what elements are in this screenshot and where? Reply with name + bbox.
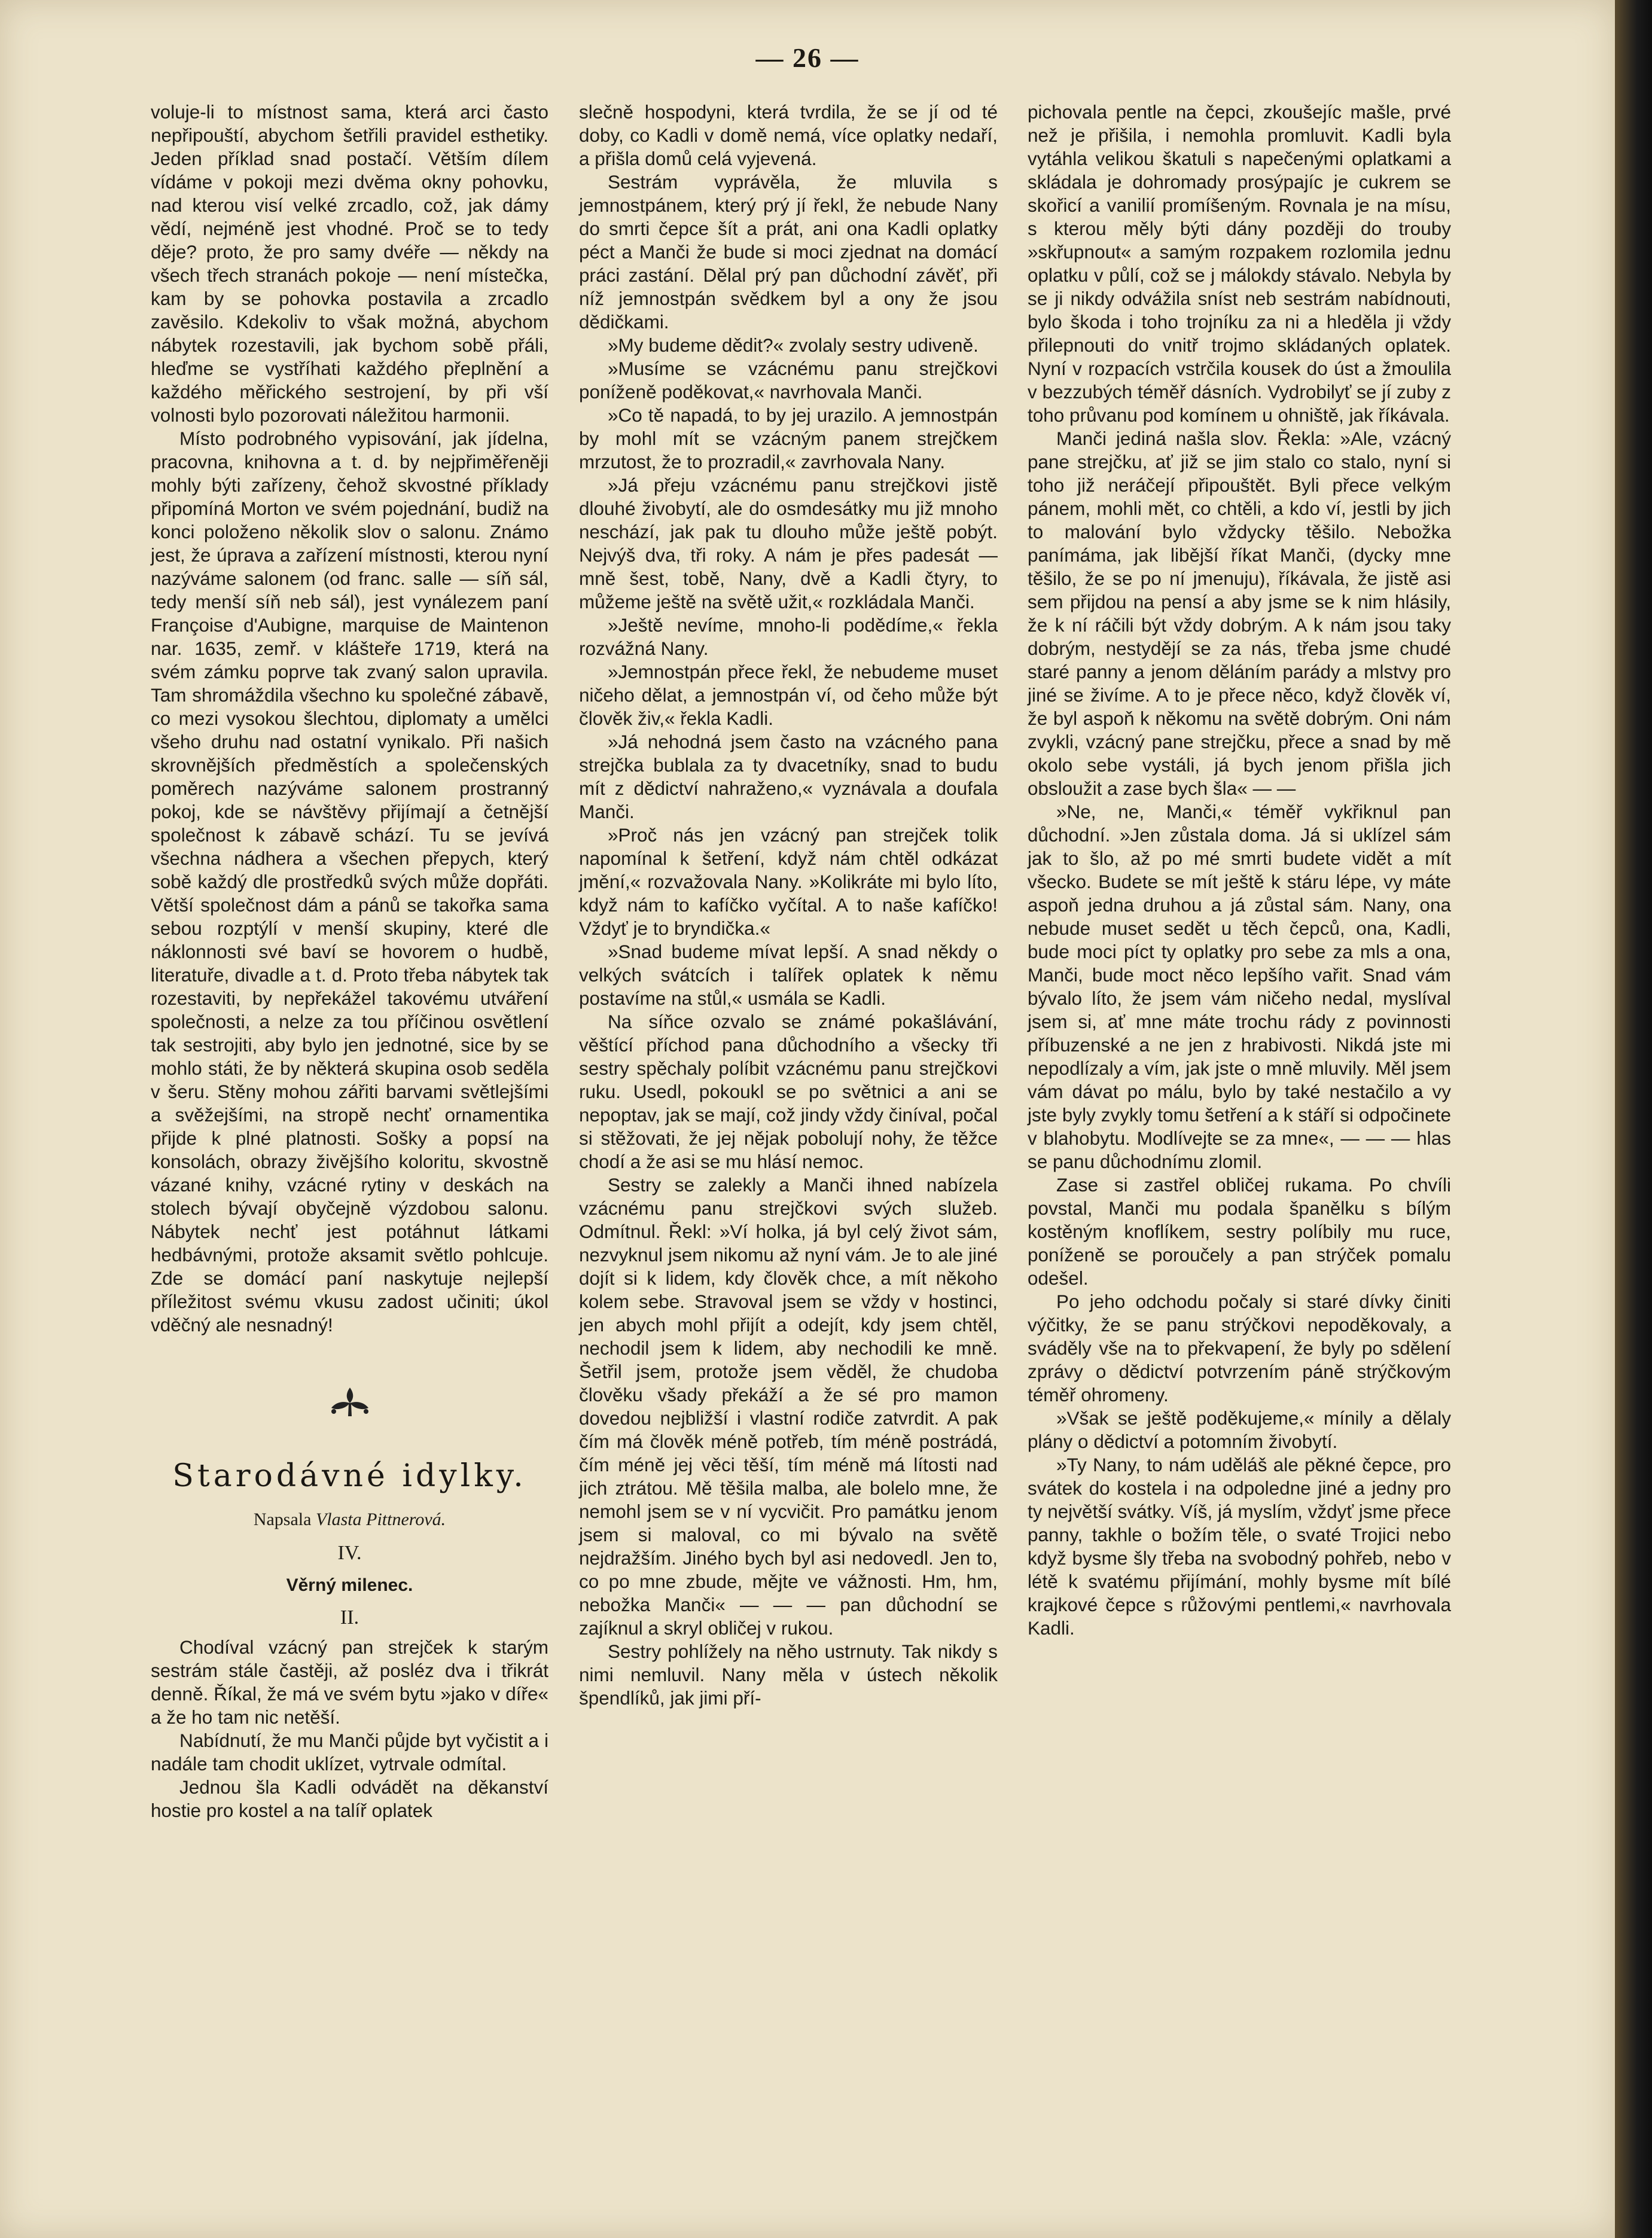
fleuron-icon	[328, 1385, 372, 1419]
paragraph: »My budeme dědit?« zvolaly sestry udiveně.	[608, 334, 979, 356]
paragraph: Sestry pohlížely na něho ustrnuty. Tak nikdy s nimi nemluvil. Nany měla v ústech několik špendlíků, jak jimi pří-	[579, 1641, 998, 1709]
paragraph: »Já nehodná jsem často na vzácného pana strejčka bublala za ty dvacetníky, snad to budu mít z dědictví nahraženo,« vyznávala a doufala Manči.	[579, 731, 998, 822]
paragraph: pichovala pentle na čepci, zkoušejíc mašle, prvé než je přišila, i nemohla promluvit. Kadli byla vytáhla velikou škatuli s napečenými oplatkami a skládala je dohromady prosýpajíc je cukrem se skořicí a vanilií promíšeným. Rovnala je na mísu, s kterou měly býti dány později do trouby »skřupnout« a samým rozpakem rozlomila jednu oplatku v půlí, což se j málokdy stávalo. Nebyla by se ji nikdy odvážila sníst neb sestrám nabídnouti, bylo škoda i toho trojníku za ni a hleděla ji vždy přilepnouti do vnitř trojmo skládaných oplatek. Nyní v rozpacích vstrčila kousek do úst a žmoulila v bezzubých téměř dásních. Vydrobilyť se jí zuby z toho průvanu pod komínem u ohniště, jak říkávala.	[1028, 101, 1451, 426]
paragraph: voluje-li to místnost sama, která arci často nepřipouští, abychom šetřili pravidel esthetiky. Jeden příklad snad postačí. Větším dílem vídáme v pokoji mezi dvěma okny pohovku, nad kterou visí velké zrcadlo, což, jak dámy vědí, nejméně jest vhodné. Proč se to tedy děje? proto, že pro samy dvéře — někdy na všech třech stranách pokoje — není místečka, kam by se pohovka postavila a zrcadlo zavěsilo. Kdekoliv to však možná, abychom nábytek rozestavili, jak bychom sobě přáli, hleďme se vystříhati každého přeplnění a každého měřického sestrojení, by při vší volnosti bylo pozorovati náležitou harmonii.	[151, 101, 548, 426]
paragraph: »Co tě napadá, to by jej urazilo. A jemnostpán by mohl mít se vzácným panem strejčkem mrzutost, že to prozradil,« zavrhovala Nany.	[579, 404, 998, 472]
column-3	[1028, 100, 1451, 1640]
paragraph: »Já přeju vzácnému panu strejčkovi jistě dlouhé živobytí, ale do osmdesátky mu již mnoho neschází, jak pak tu dlouho může ještě pobýt. Nejvýš dva, tři roky. A nám je přes padesát — mně šest, tobě, Nany, dvě a Kadli čtyry, to můžeme ještě na světě užit,« rozkládala Manči.	[579, 474, 998, 612]
fleuron-icon	[151, 1383, 548, 1425]
paragraph: »Jemnostpán přece řekl, že nebudeme muset ničeho dělat, a jemnostpán ví, od čeho může být člověk živ,« řekla Kadli.	[579, 661, 998, 729]
chapter-number: II.	[340, 1606, 359, 1629]
article-title: Starodávné idylky.	[172, 1458, 527, 1494]
paragraph: »Však se ještě poděkujeme,« mínily a dělaly plány o dědictví a potomním živobytí.	[1028, 1407, 1451, 1452]
paragraph: Jednou šla Kadli odvádět na děkanství hostie pro kostel a na talíř oplatek	[151, 1776, 548, 1821]
story-subtitle: Věrný milenec.	[286, 1575, 413, 1595]
paragraph: slečně hospodyni, která tvrdila, že se jí od té doby, co Kadli v domě nemá, více oplatky nedaří, a přišla domů celá vyjevená.	[579, 101, 998, 169]
column-2	[579, 100, 998, 1710]
paragraph: Chodíval vzácný pan strejček k starým sestrám stále častěji, až posléz dva i třikrát denně. Říkal, že má ve svém bytu »jako v díře« a že ho tam nic netěší.	[151, 1636, 548, 1728]
page-edge-shadow	[1615, 0, 1652, 2238]
paragraph: »Ty Nany, to nám uděláš ale pěkné čepce, pro svátek do kostela i na odpoledne jiné a jedny pro ty největší svátky. Víš, já myslím, vždyť jsme přece panny, takhle o božím těle, o svaté Trojici nebo když bysme šly třeba na svobodný pohřeb, nebo v létě k svatému přijímání, mohly bysme mít bílé krajkové čepce s růžovými pentlemi,« navrhovala Kadli.	[1028, 1454, 1451, 1639]
paragraph: »Musíme se vzácnému panu strejčkovi poníženě poděkovat,« navrhovala Manči.	[579, 358, 998, 403]
page-number: — 26 —	[755, 42, 859, 73]
byline	[151, 1508, 548, 1532]
byline-author: Vlasta Pittnerová.	[315, 1510, 446, 1529]
part-number: IV.	[337, 1542, 362, 1564]
paragraph: Sestrám vyprávěla, že mluvila s jemnostpánem, který prý jí řekl, že nebude Nany do smrti čepce šít a prát, ani ona Kadli oplatky péct a Manči že bude si moci zjednat na domácí práci zastání. Dělal prý pan důchodní závěť, při níž jemnostpán svědkem byl a ony že jsou dědičkami.	[579, 171, 998, 333]
paragraph: »Proč nás jen vzácný pan strejček tolik napomínal k šetření, když nám chtěl odkázat jmění,« rozvažovala Nany. »Kolikráte mi bylo líto, když nám to kafíčko vyčítal. A to naše kafíčko! Vždyť je to bryndička.«	[579, 824, 998, 939]
paragraph: Po jeho odchodu počaly si staré dívky činiti výčitky, že se panu strýčkovi nepoděkovaly, a sváděly vše na to překvapení, že byly po sdělení zprávy o dědictví potvrzením páně strýčkovým téměř ohromeny.	[1028, 1291, 1451, 1405]
byline-prefix: Napsala	[253, 1510, 312, 1529]
paragraph: Manči jediná našla slov. Řekla: »Ale, vzácný pane strejčku, ať již se jim stalo co stalo, nyní si toho již neráčejí připouštět. Byli přece velkým pánem, mohli mět, co chtěli, a kdo ví, jestli by jich to malování bylo vždycky těšilo. Nebožka panímáma, jak libější říkat Manči, (dycky mne těšilo, že se po ní jmenuju), říkávala, že jistě asi sem přijdou na pensí a aby jsme se k nim hlásily, že k ní ráčili být vždy dobrým. A k nám jsou taky dobrým, nestydějí se za nás, třeba jsme chudé staré panny a jenom děláním parády a mlstvy pro jiné se živíme. A to je přece něco, když člověk ví, že byl aspoň k někomu na světě dobrým. Oni nám zvykli, vzácný pane strejčku, přece a snad by mě okolo sebe vystáli, já bych jenom přišla jich obsloužit a zase bych šla« — —	[1028, 428, 1451, 799]
column-1	[151, 100, 548, 1822]
paragraph: Na síňce ozvalo se známé pokašlávání, věštící příchod pana důchodního a všecky tři sestry spěchaly políbit vzácnému panu strejčkovi ruku. Usedl, pokoukl se po světnici a ani se nepoptav, jak se mají, což jindy vždy činíval, počal si stěžovati, že jej nějak pobolují nohy, že těžce chodí a že asi se mu hlásí nemoc.	[579, 1011, 998, 1172]
paragraph: Nabídnutí, že mu Manči půjde byt vyčistit a i nadále tam chodit uklízet, vytrvale odmítal.	[151, 1730, 548, 1774]
paragraph: »Snad budeme mívat lepší. A snad někdy o velkých svátcích i talířek oplatek k němu postavíme na stůl,« usmála se Kadli.	[579, 941, 998, 1009]
paragraph: »Ne, ne, Manči,« téměř vykřiknul pan důchodní. »Jen zůstala doma. Já si uklízel sám jak to šlo, až po mé smrti budete vidět a mít všecko. Budete se mít ještě k stáru lépe, vy máte aspoň jedna druhou a já zůstal sám. Nany, ona nebude muset sedět u těch čepců, ona, Kadli, bude moci píct ty oplatky pro sebe za mls a ona, Manči, bude moct něco lepšího vařit. Snad vám bývalo líto, že jsem vám ničeho nedal, myslíval jsem si, ať mne máte trochu rády z povinnosti příbuzenské a ne jen z hrabivosti. Nikdá jste mi nepodlízaly a vím, jak jste o mně mluvily. Měl jsem vám dávat po málu, bylo by také nestačilo a vy jste byly zvykly tomu šetření a k stáří si odpočinete v blahobytu. Modlívejte se za mne«, — — — hlas se panu důchodnímu zlomil.	[1028, 801, 1451, 1172]
paragraph: Místo podrobného vypisování, jak jídelna, pracovna, knihovna a t. d. by nejpřiměřeněji mohly býti zařízeny, čehož skvostné příklady připomíná Morton ve svém pojednání, budiž na konci položeno několik slov o salonu. Známo jest, že úprava a zařízení místnosti, kterou nyní nazýváme salonem (od franc. salle — síň sál, tedy menší síň neb sál), jest vynálezem paní Françoise d'Aubigne, marquise de Maintenon nar. 1635, zemř. v klášteře 1719, která na svém zámku poprve tak zvaný salon upravila. Tam shromáždila všechno ku společné zábavě, co mezi vysokou šlechtou, diplomaty a umělci všeho druhu nad ostatní vynikalo. Při našich skrovnějších předměstích a společenských poměrech nazýváme salonem prostranný pokoj, kde se návštěvy přijímají a četnější společnost k zábavě schází. Tu se jevívá všechna nádhera a všechen přepych, který sobě každý dle prostředků svých může dopřáti. Větší společnost dám a pánů se takořka sama sebou rozptýlí v menší skupiny, které dle náklonnosti své baví se hovorem o hudbě, literatuře, divadle a t. d. Proto třeba nábytek tak rozestaviti, by nepřekážel takovému utváření společnosti, a nelze za tou příčinou osvětlení tak sestrojiti, aby bylo jen jednotné, sice by se mohlo státi, že by některá skupina osob seděla v šeru. Stěny mohou zářiti barvami světlejšími a svěžejšími, na stropě nechť ornamentika přijde k plné platnosti. Sošky a popsí na konsolách, obrazy živějšího koloritu, skvostně vázané knihy, vzácné rytiny v deskách na stolech bývají obyčejně výzdobou salonu. Nábytek nechť jest potáhnut látkami hedbávnými, protože aksamit světlo pohlcuje. Zde se domácí paní naskytuje nejlepší příležitost svému vkusu zadost učiniti; úkol vděčný ale nesnadný!	[151, 428, 548, 1336]
paragraph: »Ještě nevíme, mnoho-li podědíme,« řekla rozvážná Nany.	[579, 614, 998, 659]
paragraph: Zase si zastřel obličej rukama. Po chvíli povstal, Manči mu podala španělku s bílým kostěným knoflíkem, sestry políbily mu ruce, poníženě se poroučely a pan strýček pomalu odešel.	[1028, 1174, 1451, 1289]
paragraph: Sestry se zalekly a Manči ihned nabízela vzácnému panu strejčkovi svých služeb. Odmítnul. Řekl: »Ví holka, já byl celý život sám, nezvyknul jsem nikomu až nyní vám. Je to ale jiné dojít si k lidem, kdy člověk chce, a mít někoho kolem sebe. Stravoval jsem se vždy v hostinci, jen abych mohl přijít a odejít, kdy jsem chtěl, nechodil jsem k lidem, aby nechodili ke mně. Šetřil jsem, protože jsem věděl, že chudoba člověku všady překáží a že sé pro mamon dovedou nejbližší i vlastní rodiče zatvrdit. A pak čím má člověk méně potřeb, tím méně postrádá, čím méně jej věci těší, tím méně má lítosti nad jich ztrátou. Mě těšila malba, ale bolelo mne, že nemohl jsem se v ní vycvičit. Pro památku jenom jsem si maloval, co mi bývalo na světě nejdražším. Jiného bych byl asi nedovedl. Jen to, co po mne zbude, mějte ve vážnosti. Hm, hm, nebožka Manči« — — — pan důchodní se zajíknul a skryl obličej v rukou.	[579, 1174, 998, 1639]
